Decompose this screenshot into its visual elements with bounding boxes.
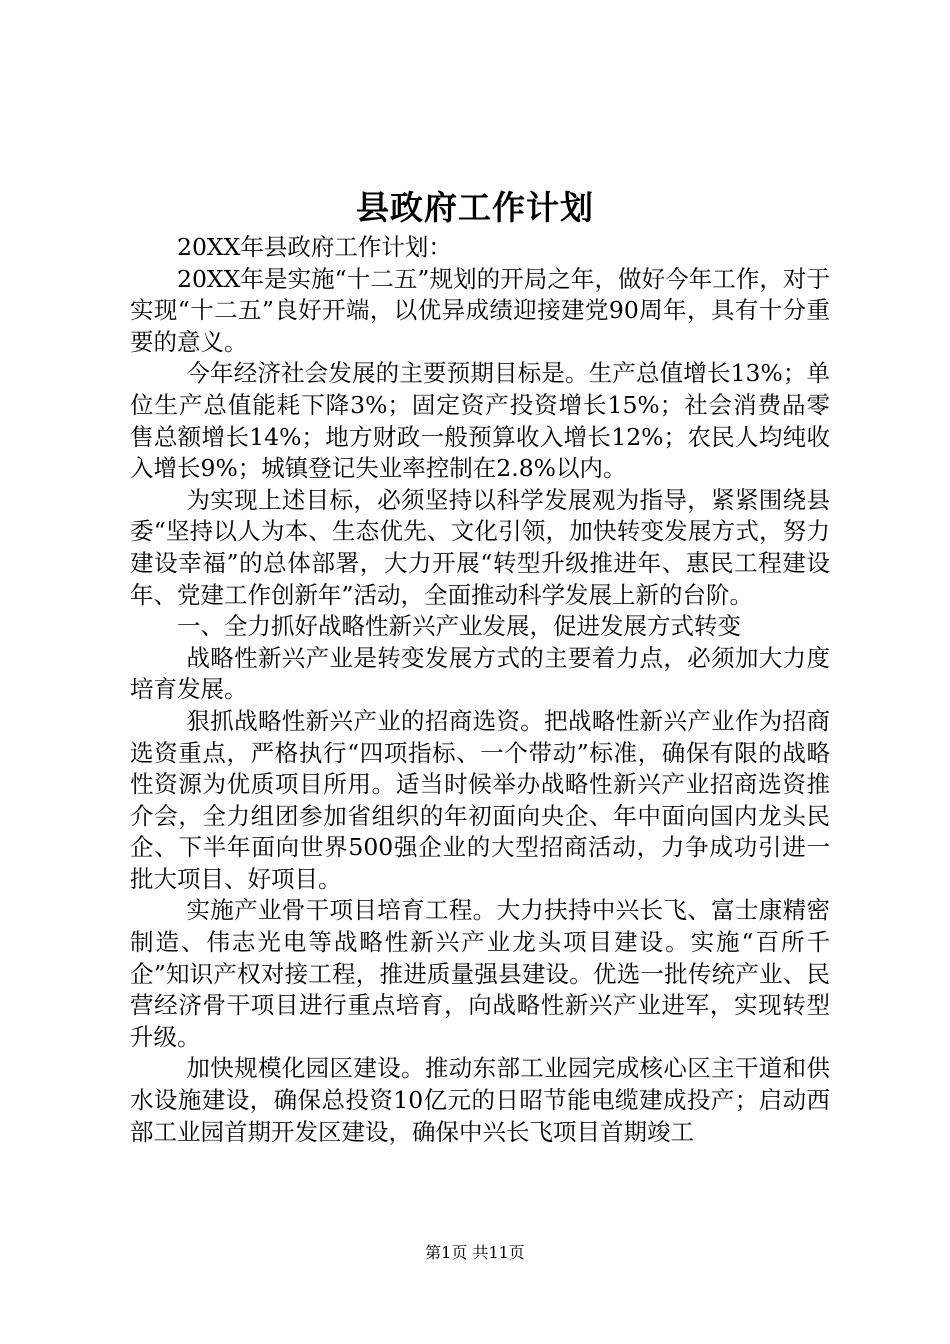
paragraph: 实施产业骨干项目培育工程。大力扶持中兴长飞、富士康精密制造、伟志光电等战略性新兴产业龙头项目建设。实施“百所千企”知识产权对接工程，推进质量强县建设。优选一批传统产业、民营经济骨干项目进行重点培育，向战略性新兴产业进军，实现转型升级。: [130, 896, 830, 1051]
paragraph: 狠抓战略性新兴产业的招商选资。把战略性新兴产业作为招商选资重点，严格执行“四项指标、一个带动”标准，确保有限的战略性资源为优质项目所用。适当时候举办战略性新兴产业招商选资推介会，全力组团参加省组织的年初面向央企、年中面向国内龙头民企、下半年面向世界500强企业的大型招商活动，力争成功引进一批大项目、好项目。: [130, 706, 830, 893]
paragraph: 战略性新兴产业是转变发展方式的主要着力点，必须加大力度培育发展。: [130, 643, 830, 704]
paragraph: 今年经济社会发展的主要预期目标是。生产总值增长13%；单位生产总值能耗下降3%；固定资产投资增长15%；社会消费品零售总额增长14%；地方财政一般预算收入增长12%；农民人均纯收入增长9%；城镇登记失业率控制在2.8%以内。: [130, 359, 830, 483]
paragraph: 加快规模化园区建设。推动东部工业园完成核心区主干道和供水设施建设，确保总投资10亿元的日昭节能电缆建成投产；启动西部工业园首期开发区建设，确保中兴长飞项目首期竣工: [130, 1054, 830, 1146]
page-number: 第1页 共11页: [425, 1243, 525, 1262]
paragraph: 20XX年县政府工作计划：: [177, 233, 452, 261]
document-body: [130, 232, 830, 1148]
paragraph: 20XX年是实施“十二五”规划的开局之年，做好今年工作，对于实现“十二五”良好开端，以优异成绩迎接建党90周年，具有十分重要的意义。: [130, 264, 830, 356]
section-heading: 一、全力抓好战略性新兴产业发展，促进发展方式转变: [177, 612, 741, 641]
paragraph: 为实现上述目标，必须坚持以科学发展观为指导，紧紧围绕县委“坚持以人为本、生态优先、文化引领，加快转变发展方式，努力建设幸福”的总体部署，大力开展“转型升级推进年、惠民工程建设年、党建工作创新年”活动，全面推动科学发展上新的台阶。: [130, 485, 830, 609]
document-title: 县政府工作计划: [356, 188, 594, 227]
